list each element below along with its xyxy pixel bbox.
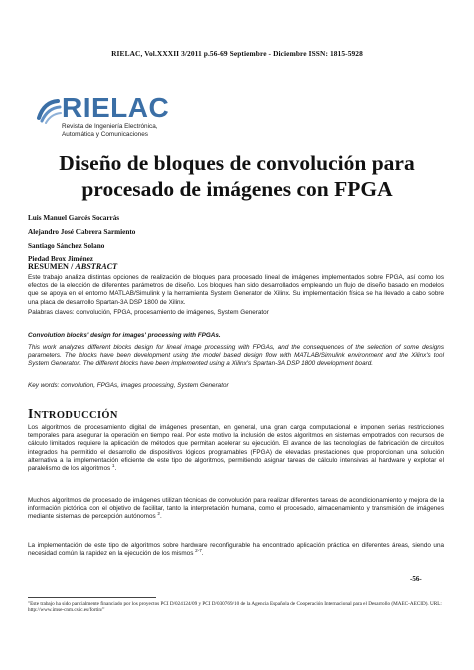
logo-subtitle-line1: Revista de Ingeniería Electrónica, (62, 123, 158, 130)
author-name: Piedad Brox Jiménez (28, 255, 93, 264)
citation-ref: 2 (157, 511, 160, 517)
author-list (28, 212, 135, 267)
paragraph-text: Muchos algoritmos de procesado de imágenes utilizan técnicas de convolución para realizar diferentes tareas de acondicionamiento y mejora de la información pictórica con el objetivo de facilitar, tanto la interpretación humana, como el procesado, almacenamiento y transmisión de imágenes mediante sistemas de percepción autónomos (28, 497, 444, 521)
rielac-logo (36, 92, 196, 146)
intro-paragraph-2 (28, 497, 444, 522)
intro-heading (28, 406, 118, 422)
title-line2: procesado de imágenes con FPGA (81, 177, 393, 201)
intro-heading-rest: NTRODUCCIÓN (33, 410, 118, 421)
abstract-text: This work analyzes different blocks design for lineal image processing with FPGAs, and the consequences of the selection of some designs parameters. The blocks have been development using the model based design flow with MATLAB/Simulink environment and the Xilinx's tool System Generator. The different blocks have been implemented using a Xilinx's Spartan-3A DSP 1800 development board. (28, 344, 444, 368)
author-name: Alejandro José Cabrera Sarmiento (28, 227, 136, 236)
intro-heading-initial: I (28, 406, 34, 421)
citation-ref: 1 (111, 462, 115, 468)
paragraph-text: Los algoritmos de procesamiento digital de imágenes presentan, en general, una gran carga computacional e imponen serias restricciones temporales para asegurar la operación en tiempo real. Por este motivo la inclusión de estos algoritmos en sistemas empotrados con recursos de cálculo limitados requiere la aplicación de métodos que permitan acelerar su ejecución. El avance de las tecnologías de fabricación de circuitos integrados ha permitido el desarrollo de dispositivos lógicos programables (FPGA) de elevadas prestaciones que proporcionan una solución alternativa a la implementación eficiente de este tipo de algoritmos, permitiendo asignar tareas de cálculo intensivas al hardware y explotar el paralelismo de los algoritmos (28, 424, 444, 473)
footnote-divider (28, 597, 156, 598)
page-number: -56- (410, 575, 422, 583)
author-name: Santiago Sánchez Solano (28, 241, 105, 250)
intro-paragraph-1 (28, 424, 444, 473)
resumen-heading-label: RESUMEN / (28, 262, 76, 271)
palabras-claves: Palabras claves: convolución, FPGA, procesamiento de imágenes, System Generator (28, 309, 269, 316)
logo-subtitle (62, 123, 158, 138)
paragraph-text: La implementación de este tipo de algoritmos sobre hardware reconfigurable ha encontrado aplicación práctica en diferentes áreas, siendo una necesidad común la rapidez en la ejecución de los mismos (28, 542, 444, 558)
rielac-logo-icon (36, 98, 62, 124)
citation-ref: 2-7 (195, 548, 202, 554)
title-line1: Diseño de bloques de convolución para (59, 151, 415, 175)
resumen-text: Este trabajo analiza distintas opciones de realización de bloques para procesado lineal de imágenes implementados sobre FPGA, así como los efectos de la elección de diferentes parámetros de diseño. Los bloques han sido desarrollados empleando un flujo de diseño basado en modelos que se apoya en el entorno MATLAB/Simulink y la herramienta System Generator de Xilinx. Su implementación física se ha llevado a cabo sobre una placa de desarrollo Spartan-3A DSP 1800 de Xilinx. (28, 274, 444, 306)
abstract-heading-label: ABSTRACT (75, 262, 118, 271)
paragraph-end: . (159, 513, 162, 521)
citation-header: RIELAC, Vol.XXXII 3/2011 p.56-69 Septiembre - Diciembre ISSN: 1815-5928 (111, 49, 363, 58)
footnote: "Este trabajo ha sido parcialmente financiado por los proyectos PCI D/024124/09 y PCI D/030769/10 de la Agencia Española de Cooperación Internacional para el Desarrollo (MAEC-AECID). URL: http://www.imse-cnm.csic.es/fortin/" (28, 601, 442, 614)
paper-title (0, 150, 474, 202)
logo-subtitle-line2: Automática y Comunicaciones (62, 130, 148, 138)
author-name: Luis Manuel Garcés Socarrás (28, 214, 120, 222)
paragraph-end: . (201, 550, 204, 558)
resumen-heading (28, 262, 117, 271)
keywords: Key words: convolution, FPGAs, images processing, System Generator (28, 382, 229, 389)
intro-paragraph-3 (28, 542, 444, 558)
logo-name: RIELAC (62, 92, 170, 123)
paragraph-end: . (114, 465, 117, 473)
abstract-title: Convolution blocks' design for images' processing with FPGAs. (28, 332, 221, 339)
